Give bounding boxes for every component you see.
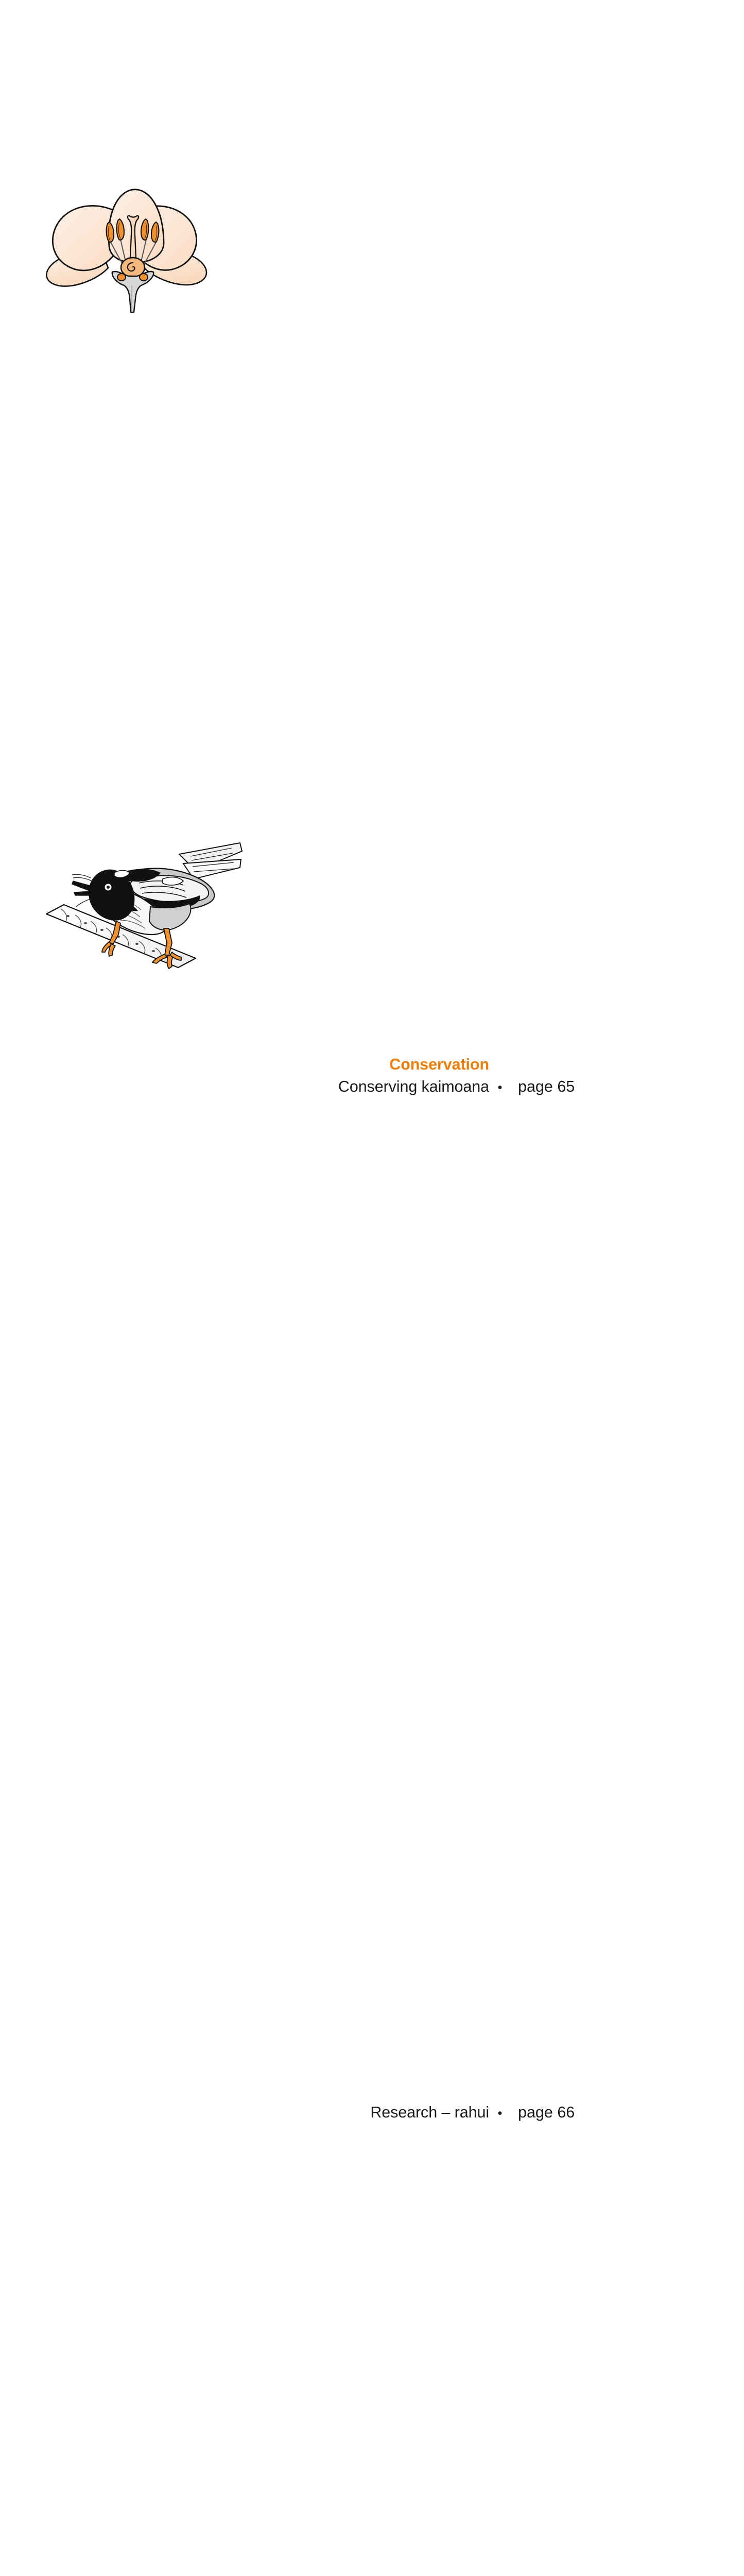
subheading-label: Conservation — [389, 1057, 489, 1073]
entry-title: Conserving kaimoana — [338, 1079, 489, 1095]
toc-entry[interactable] — [0, 2105, 744, 2576]
entry-page-number: page 65 — [511, 1079, 597, 2098]
toc-page — [0, 0, 744, 1019]
toc-entry[interactable] — [0, 1079, 744, 2098]
bullet-separator-icon: • — [489, 2107, 511, 2120]
bullet-separator-icon: • — [489, 1081, 511, 1094]
subheading-conservation — [0, 50, 744, 1073]
entry-page-number: page 66 — [511, 2105, 597, 2576]
entry-title: Research – rahui — [370, 2105, 489, 2121]
